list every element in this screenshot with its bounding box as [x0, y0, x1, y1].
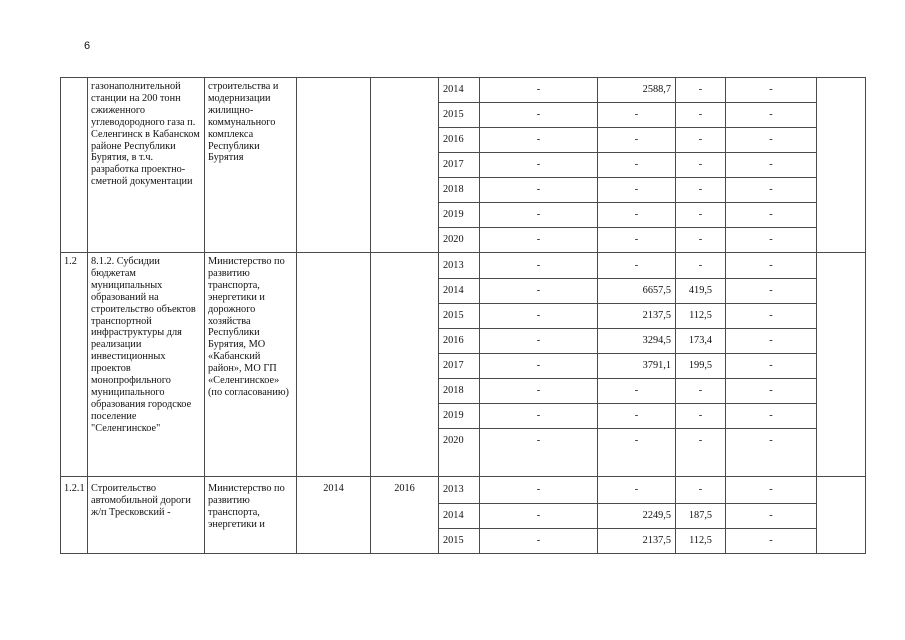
value-cell: -	[726, 379, 817, 404]
value-cell: 3294,5	[598, 329, 676, 354]
year-cell: 2015	[439, 103, 480, 128]
year-cell: 2019	[439, 404, 480, 429]
value-cell: -	[676, 203, 726, 228]
item-end-cell	[371, 78, 439, 253]
value-cell: -	[726, 103, 817, 128]
value-cell: -	[676, 178, 726, 203]
year-cell: 2016	[439, 329, 480, 354]
value-cell: -	[676, 128, 726, 153]
year-cell: 2013	[439, 477, 480, 504]
value-cell: -	[726, 354, 817, 379]
value-cell: -	[480, 128, 598, 153]
year-cell: 2014	[439, 279, 480, 304]
item-description-cell: 8.1.2. Субсидии бюджетам муниципальных образований на строительство объектов транспортной инфраструктуры для реализации инвестиционных проектов монопрофильного муниципального образования городское поселение "Селенгинское"	[88, 253, 205, 477]
value-cell: -	[480, 429, 598, 477]
item-description-cell: газонаполнительной станции на 200 тонн сжиженного углеводородного газа п. Селенгинск в Кабанском районе Республики Бурятия, в т.ч. разработка проектно-сметной документации	[88, 78, 205, 253]
item-number-cell: 1.2	[61, 253, 88, 477]
item-description-cell: Строительство автомобильной дороги ж/п Тресковский -	[88, 477, 205, 554]
value-cell: -	[676, 404, 726, 429]
value-cell: -	[598, 153, 676, 178]
year-cell: 2020	[439, 228, 480, 253]
value-cell: -	[726, 203, 817, 228]
value-cell: -	[676, 103, 726, 128]
item-end-cell: 2016	[371, 477, 439, 554]
value-cell: -	[480, 477, 598, 504]
value-cell: -	[480, 178, 598, 203]
value-cell: 2249,5	[598, 504, 676, 529]
value-cell: -	[676, 228, 726, 253]
value-cell: 112,5	[676, 304, 726, 329]
value-cell: 3791,1	[598, 354, 676, 379]
value-cell: -	[676, 253, 726, 279]
value-cell: -	[676, 379, 726, 404]
value-cell: -	[480, 253, 598, 279]
year-cell: 2013	[439, 253, 480, 279]
year-cell: 2016	[439, 128, 480, 153]
item-start-cell	[297, 78, 371, 253]
value-cell: -	[598, 429, 676, 477]
value-cell: -	[480, 379, 598, 404]
empty-cell	[817, 477, 866, 554]
value-cell: -	[726, 529, 817, 554]
value-cell: 199,5	[676, 354, 726, 379]
value-cell: -	[598, 228, 676, 253]
value-cell: -	[726, 504, 817, 529]
item-start-cell: 2014	[297, 477, 371, 554]
value-cell: 187,5	[676, 504, 726, 529]
value-cell: 2137,5	[598, 529, 676, 554]
value-cell: -	[726, 178, 817, 203]
table-row	[61, 253, 866, 279]
value-cell: 173,4	[676, 329, 726, 354]
value-cell: -	[480, 203, 598, 228]
value-cell: -	[726, 253, 817, 279]
value-cell: -	[480, 504, 598, 529]
value-cell: 112,5	[676, 529, 726, 554]
value-cell: -	[598, 103, 676, 128]
value-cell: -	[726, 429, 817, 477]
value-cell: -	[480, 279, 598, 304]
value-cell: -	[598, 203, 676, 228]
value-cell: -	[726, 404, 817, 429]
value-cell: -	[598, 178, 676, 203]
item-number-cell: 1.2.1	[61, 477, 88, 554]
value-cell: -	[480, 329, 598, 354]
value-cell: 2137,5	[598, 304, 676, 329]
value-cell: 2588,7	[598, 78, 676, 103]
year-cell: 2015	[439, 529, 480, 554]
item-executor-cell: строительства и модернизации жилищно-коммунального комплекса Республики Бурятия	[205, 78, 297, 253]
year-cell: 2014	[439, 78, 480, 103]
empty-cell	[817, 253, 866, 477]
value-cell: -	[726, 477, 817, 504]
year-cell: 2018	[439, 178, 480, 203]
value-cell: -	[676, 78, 726, 103]
value-cell: -	[726, 128, 817, 153]
value-cell: -	[726, 304, 817, 329]
value-cell: -	[480, 354, 598, 379]
value-cell: -	[598, 379, 676, 404]
value-cell: -	[480, 78, 598, 103]
value-cell: -	[598, 477, 676, 504]
year-cell: 2015	[439, 304, 480, 329]
value-cell: -	[480, 404, 598, 429]
table-row	[61, 477, 866, 504]
item-number-cell	[61, 78, 88, 253]
year-cell: 2018	[439, 379, 480, 404]
year-cell: 2020	[439, 429, 480, 477]
item-executor-cell: Министерство по развитию транспорта, энергетики и	[205, 477, 297, 554]
value-cell: -	[598, 404, 676, 429]
table-row	[61, 78, 866, 103]
value-cell: -	[598, 128, 676, 153]
empty-cell	[817, 78, 866, 253]
value-cell: -	[726, 153, 817, 178]
year-cell: 2017	[439, 153, 480, 178]
value-cell: -	[676, 429, 726, 477]
value-cell: -	[480, 103, 598, 128]
value-cell: -	[726, 78, 817, 103]
value-cell: -	[480, 228, 598, 253]
year-cell: 2014	[439, 504, 480, 529]
program-table	[60, 77, 866, 554]
value-cell: -	[726, 279, 817, 304]
value-cell: -	[598, 253, 676, 279]
value-cell: -	[480, 153, 598, 178]
value-cell: -	[676, 153, 726, 178]
value-cell: -	[480, 304, 598, 329]
value-cell: -	[726, 228, 817, 253]
value-cell: -	[726, 329, 817, 354]
value-cell: -	[676, 477, 726, 504]
item-executor-cell: Министерство по развитию транспорта, энергетики и дорожного хозяйства Республики Бурятия, МО «Кабанский район», МО ГП «Селенгинское» (по согласованию)	[205, 253, 297, 477]
value-cell: 6657,5	[598, 279, 676, 304]
page-number: 6	[84, 40, 91, 52]
year-cell: 2017	[439, 354, 480, 379]
value-cell: -	[480, 529, 598, 554]
item-start-cell	[297, 253, 371, 477]
year-cell: 2019	[439, 203, 480, 228]
value-cell: 419,5	[676, 279, 726, 304]
item-end-cell	[371, 253, 439, 477]
